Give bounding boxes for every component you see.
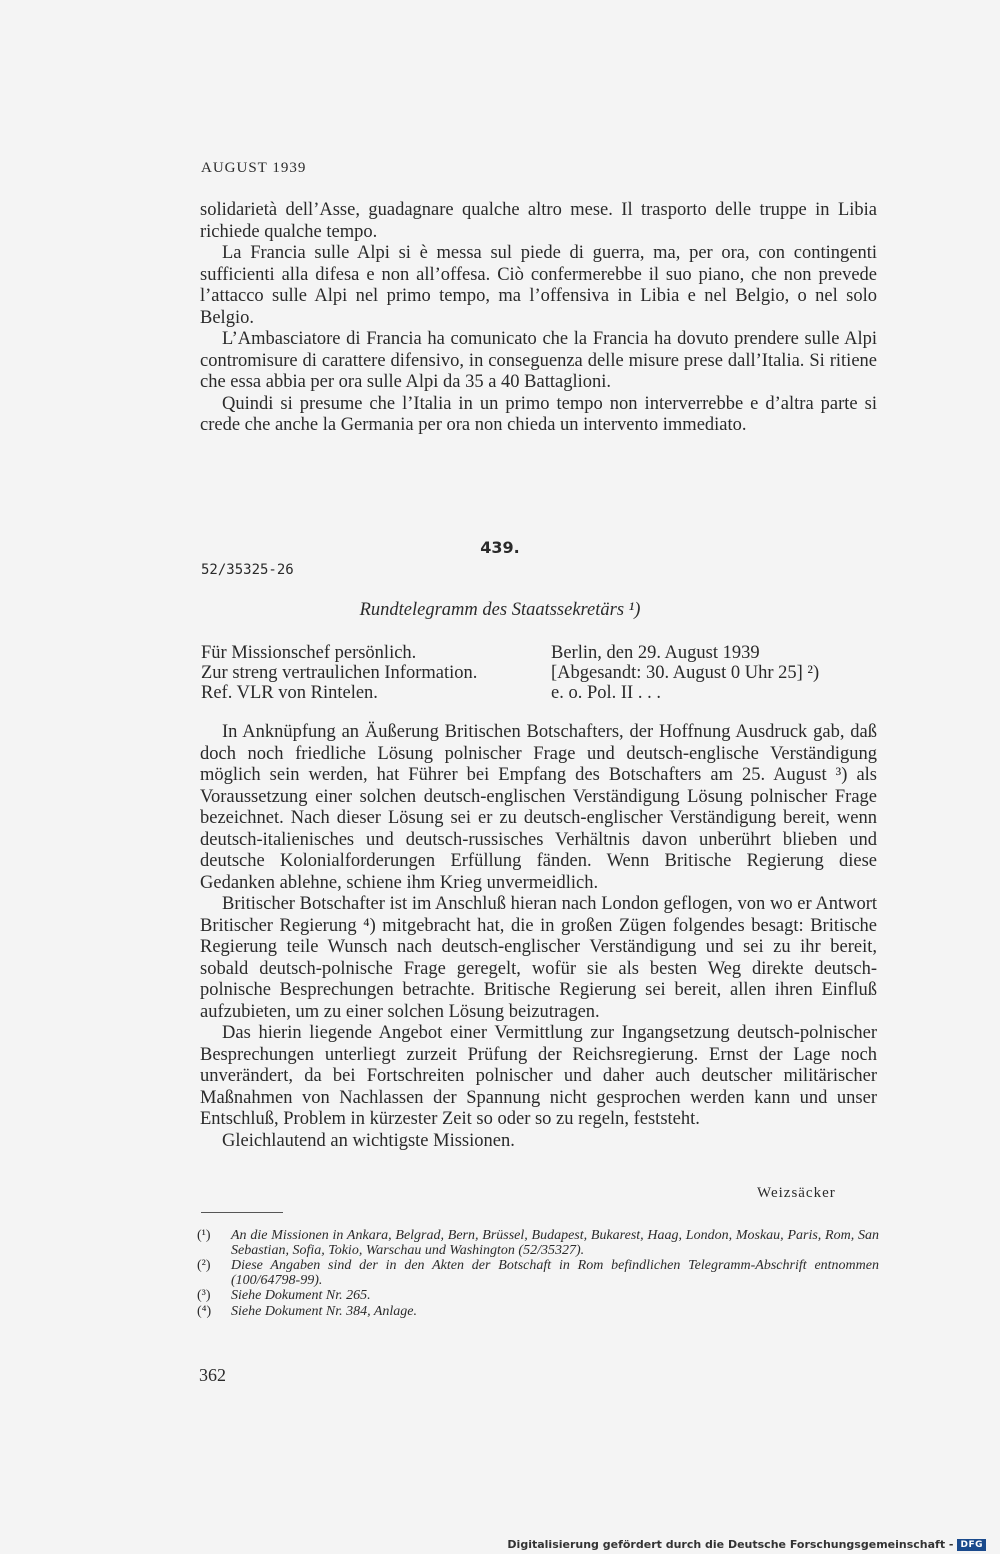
footnote-text: Siehe Dokument Nr. 265.: [231, 1288, 371, 1303]
header-line: Zur streng vertraulichen Information.: [201, 663, 478, 683]
header-line: Ref. VLR von Rintelen.: [201, 683, 378, 703]
paragraph: solidarietà dell’Asse, guadagnare qualche altro mese. Il trasporto delle truppe in Libia richiede qualche tempo.: [200, 200, 877, 242]
footnote-mark: (⁴): [197, 1303, 212, 1319]
footnote-text: Diese Angaben sind der in den Akten der Botschaft in Rom befindlichen Telegramm-Abschrift entnommen (100/64798-99).: [231, 1258, 879, 1288]
header-line: e. o. Pol. II . . .: [551, 683, 661, 703]
signature: Weizsäcker: [757, 1185, 836, 1201]
paragraph: Das hierin liegende Angebot einer Vermittlung zur Ingangsetzung deutsch-polnischer Besprechungen unterliegt zurzeit Prüfung der Reichsregierung. Ernst der Lage noch unverändert, da bei Fortschreiten polnischer und daher auch deutscher militärischer Maßnahmen von Nachlassen der Spannung nicht gesprochen werden kann und unser Entschluß, Problem in kürzester Zeit so oder so zu regeln, feststeht.: [200, 1023, 877, 1129]
running-head: AUGUST 1939: [201, 160, 307, 176]
footnote-mark: (²): [197, 1258, 211, 1273]
paragraph: Quindi si presume che l’Italia in un primo tempo non interverrebbe e d’altra parte si crede che anche la Germania per ora non chieda un intervento immediato.: [200, 393, 877, 435]
footnote-mark: (³): [197, 1288, 211, 1303]
footnote: [197, 1229, 879, 1258]
header-line: [Abgesandt: 30. August 0 Uhr 25] ²): [551, 663, 820, 683]
footnote-text: Siehe Dokument Nr. 384, Anlage.: [231, 1303, 417, 1319]
footnote-mark: (¹): [197, 1228, 211, 1243]
paragraph: Gleichlautend an wichtigste Missionen.: [222, 1130, 515, 1151]
digitization-credit: [507, 1538, 986, 1551]
file-reference: 52/35325-26: [201, 562, 294, 578]
header-line: Für Missionschef persönlich.: [201, 643, 417, 663]
footnotes: [197, 1229, 879, 1320]
dfg-logo: DFG: [957, 1539, 986, 1551]
header-left-column: [201, 643, 546, 703]
header-line: Berlin, den 29. August 1939: [551, 643, 760, 663]
document-number: 439.: [480, 538, 520, 557]
header-right-column: [551, 643, 881, 703]
page-number: 362: [199, 1365, 226, 1385]
footnote: [197, 1259, 879, 1288]
paragraph: Britischer Botschafter ist im Anschluß hieran nach London geflogen, von wo er Antwort Britischer Regierung ⁴) mitgebracht hat, die in großen Zügen folgendes besagt: Britische Regierung teile Wunsch nach deutsch-englischer Verständigung und sei zu ihr bereit, sobald deutsch-polnische Frage geregelt, wofür sie als besten Weg direkte deutsch-polnische Besprechungen betrachte. Britische Regierung sei bereit, allen ihren Einfluß aufzubieten, um zu einer solchen Lösung beizutragen.: [200, 894, 877, 1022]
footnote: [197, 1289, 879, 1304]
paragraph: In Anknüpfung an Äußerung Britischen Botschafters, der Hoffnung Ausdruck gab, daß doch noch friedliche Lösung polnischer Frage und deutsch-englische Verständigung möglich sein werden, hat Führer bei Empfang des Botschafters am 25. August ³) als Voraussetzung einer solchen deutsch-englischen Verständigung Lösung polnischer Frage bezeichnet. Nach dieser Lösung sei er zu deutsch-englischer Verständigung bereit, wenn deutsch-italienisches und deutsch-russisches Verhältnis davon unberührt blieben und deutsche Kolonialforderungen Erfüllung fänden. Wenn Britische Regierung diese Gedanken ablehne, schiene ihm Krieg unvermeidlich.: [200, 722, 877, 893]
credit-text: Digitalisierung gefördert durch die Deutsche Forschungsgemeinschaft -: [507, 1538, 954, 1551]
footnote: [197, 1305, 879, 1320]
footnote-divider: [201, 1212, 283, 1213]
paragraph: L’Ambasciatore di Francia ha comunicato che la Francia ha dovuto prendere sulle Alpi contromisure di carattere difensivo, in conseguenza delle misure prese dall’Italia. Si ritiene che essa abbia per ora sulle Alpi da 35 a 40 Battaglioni.: [200, 329, 877, 392]
footnote-text: An die Missionen in Ankara, Belgrad, Bern, Brüssel, Budapest, Bukarest, Haag, London, Moskau, Paris, Rom, San Sebastian, Sofia, Tokio, Warschau und Washington (52/35327).: [231, 1228, 879, 1258]
italian-text-block: [200, 200, 877, 437]
document-title: Rundtelegramm des Staatssekretärs ¹): [359, 600, 641, 620]
german-text-block: [200, 722, 877, 1152]
paragraph: La Francia sulle Alpi si è messa sul piede di guerra, ma, per ora, con contingenti sufficienti alla difesa e non all’offesa. Ciò confermerebbe il suo piano, che non prevede l’attacco sulle Alpi nel primo tempo, ma l’offensiva in Libia e nel Belgio, o nel solo Belgio.: [200, 243, 877, 328]
